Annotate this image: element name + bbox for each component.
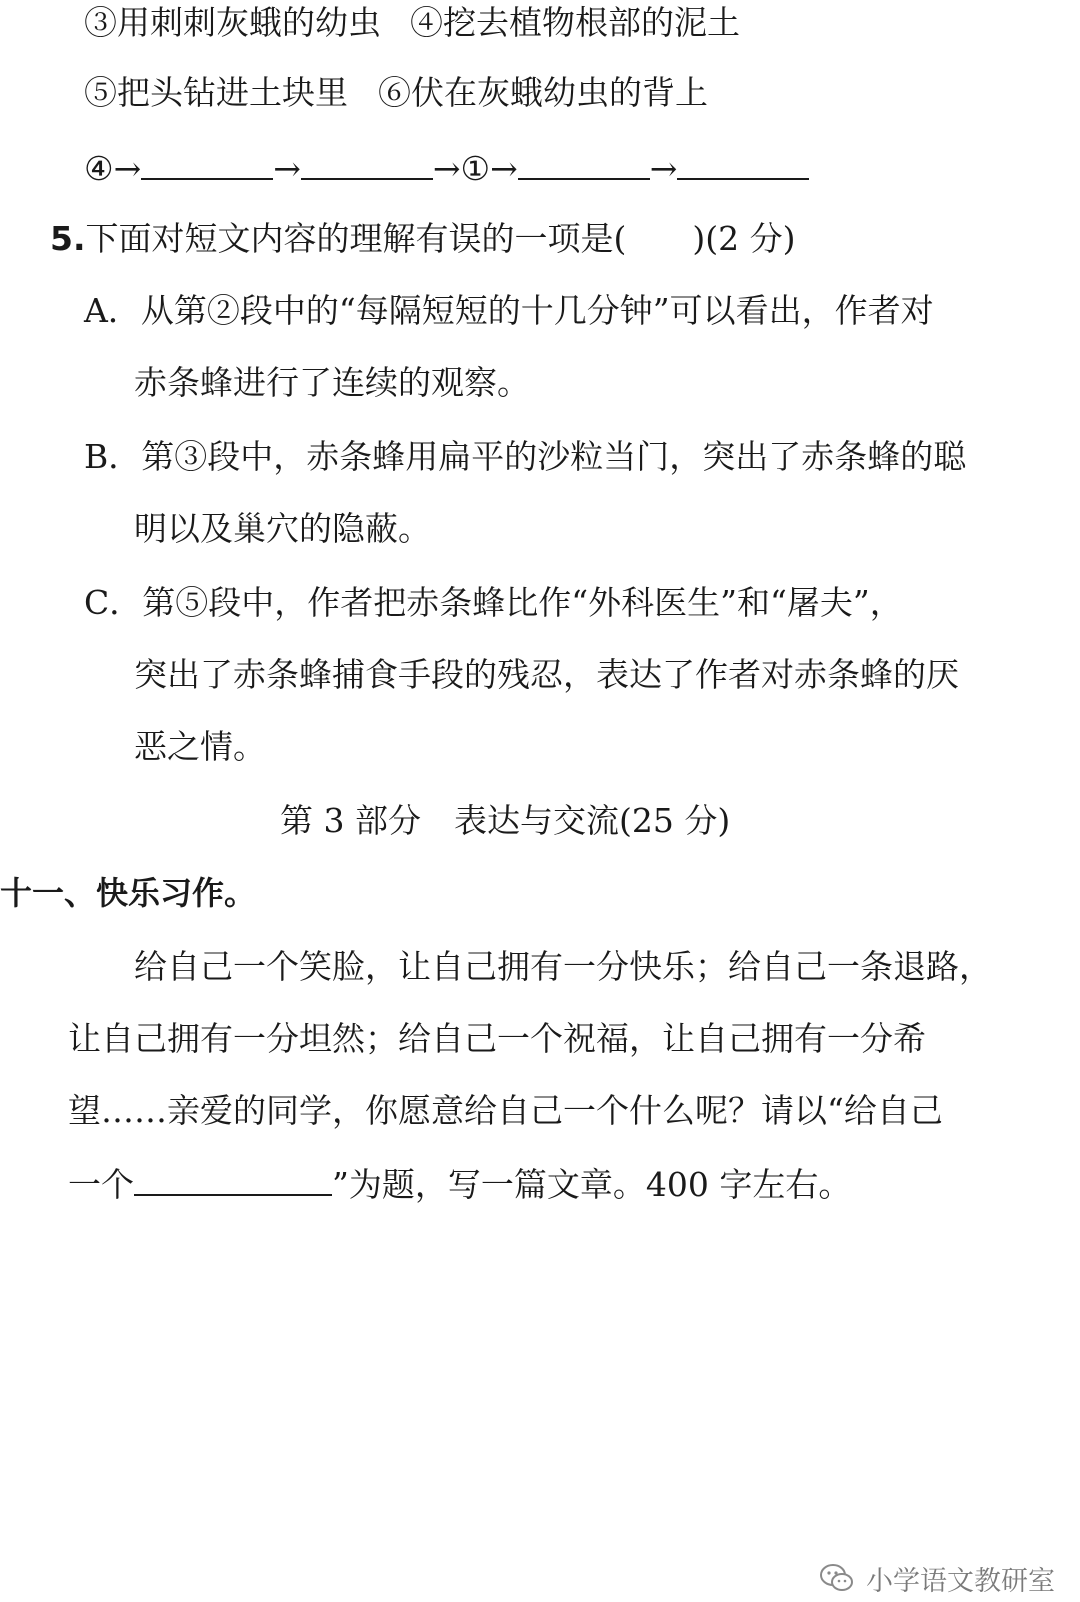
- answer-blank-1[interactable]: [141, 148, 273, 180]
- option-b-line2: 明以及巢穴的隐蔽。: [134, 509, 431, 548]
- prompt-line-4: [68, 1162, 851, 1208]
- sequence-item-6: ⑥伏在灰蛾幼虫的背上: [378, 73, 708, 112]
- sequence-fill-line: [84, 146, 809, 192]
- option-text: 第⑤段中，作者把赤条蜂比作“外科医生”和“屠夫”，: [142, 583, 903, 622]
- question-number: 5.: [50, 219, 86, 258]
- section-11-heading: 十一、快乐习作。: [0, 874, 257, 912]
- answer-blank-2[interactable]: [301, 148, 433, 180]
- watermark: [818, 1556, 1055, 1600]
- title-blank[interactable]: [134, 1164, 332, 1196]
- wechat-icon: [818, 1562, 856, 1594]
- sequence-item-3: ③用刺刺灰蛾的幼虫: [84, 3, 381, 42]
- watermark-text: 小学语文教研室: [866, 1565, 1055, 1597]
- option-a-line2: 赤条蜂进行了连续的观察。: [134, 363, 530, 402]
- prompt-line-2: 让自己拥有一分坦然；给自己一个祝福，让自己拥有一分希: [68, 1019, 926, 1058]
- option-a-line1: [84, 288, 934, 334]
- option-b-line1: [84, 434, 966, 480]
- option-text: 从第②段中的“每隔短短的十几分钟”可以看出，作者对: [140, 291, 934, 330]
- sequence-mid: →①→: [432, 149, 518, 188]
- answer-blank-3[interactable]: [518, 148, 650, 180]
- sequence-item-4: ④挖去植物根部的泥土: [410, 3, 740, 42]
- question-stem: 下面对短文内容的理解有误的一项是( )(2 分): [85, 219, 796, 258]
- sequence-start: ④→: [84, 149, 142, 188]
- sequence-arrow-2: →: [649, 149, 678, 188]
- question-5: [50, 216, 795, 262]
- option-label: B．: [84, 437, 142, 476]
- part-3-title: 第 3 部分 表达与交流(25 分): [280, 801, 731, 840]
- option-c-line2: 突出了赤条蜂捕食手段的残忍，表达了作者对赤条蜂的厌: [134, 655, 959, 694]
- prompt-suffix: ”为题，写一篇文章。400 字左右。: [332, 1165, 852, 1204]
- option-c-line1: [84, 580, 903, 626]
- prompt-prefix: 一个: [68, 1165, 134, 1204]
- option-label: A．: [84, 291, 141, 330]
- option-text: 第③段中，赤条蜂用扁平的沙粒当门，突出了赤条蜂的聪: [141, 437, 967, 476]
- sequence-arrow-1: →: [273, 149, 301, 188]
- option-label: C．: [84, 583, 143, 622]
- answer-blank-4[interactable]: [677, 148, 809, 180]
- prompt-line-3: 望……亲爱的同学，你愿意给自己一个什么呢？请以“给自己: [68, 1091, 943, 1130]
- sequence-item-5: ⑤把头钻进土块里: [84, 73, 348, 112]
- prompt-line-1: 给自己一个笑脸，让自己拥有一分快乐；给自己一条退路，: [134, 947, 992, 986]
- option-c-line3: 恶之情。: [134, 727, 266, 766]
